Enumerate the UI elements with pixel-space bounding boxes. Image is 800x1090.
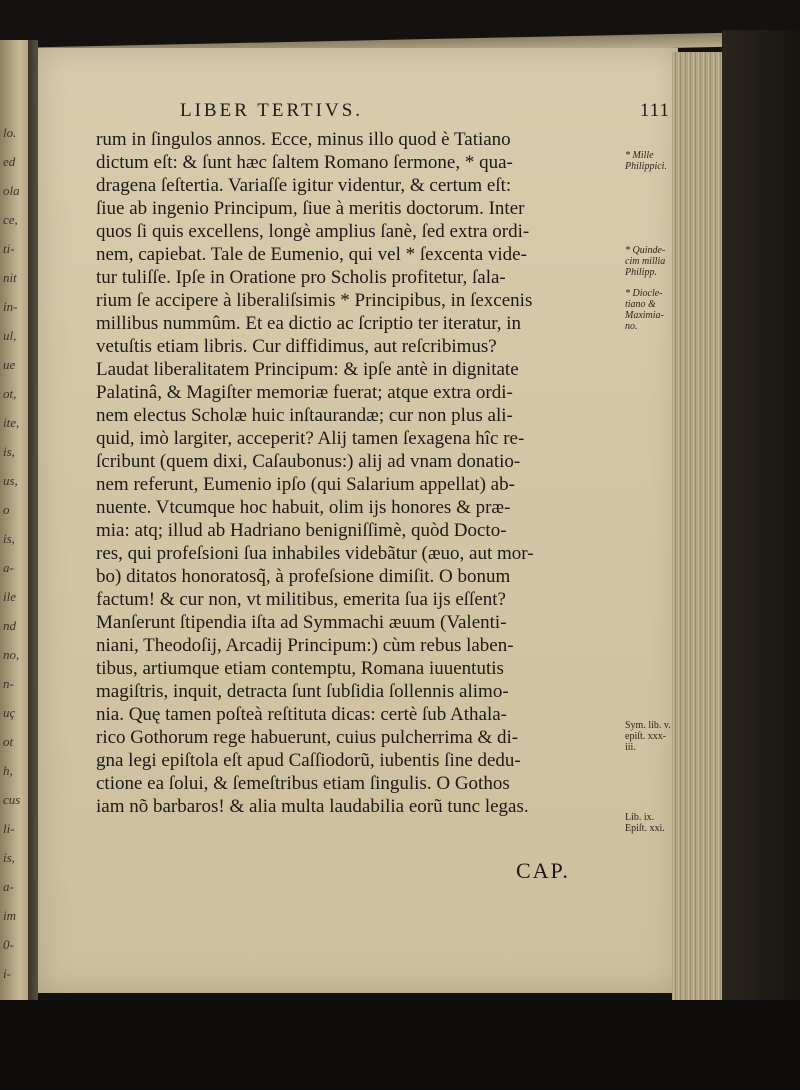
facing-page-fragment: i-	[3, 966, 11, 981]
margin-note-line: Maximia-	[625, 310, 664, 321]
background-bottom	[0, 1000, 800, 1090]
facing-page-fragment: h,	[3, 763, 13, 778]
text-line: millibus nummûm. Et ea dictio ac ſcriptio ter iteratur, in	[96, 313, 522, 334]
margin-note-2	[625, 245, 685, 278]
facing-page-fragment: ce,	[3, 212, 18, 227]
text-line: tibus, artiumque etiam contemptu, Romana iuuentutis	[96, 658, 504, 679]
facing-page-fragment: is,	[3, 850, 15, 865]
margin-note-4	[625, 720, 685, 753]
text-line: Laudat liberalitatem Principum: & ipſe antè in dignitate	[96, 359, 519, 380]
facing-page-fragment: is,	[3, 531, 15, 546]
margin-note-line: * Diocle-	[625, 288, 663, 299]
facing-page-fragment: ite,	[3, 415, 20, 430]
facing-page-fragment: ti-	[3, 241, 15, 256]
text-line: rium ſe accipere à liberaliſsimis * Principibus, in ſexcenis	[96, 290, 533, 311]
margin-note-3	[625, 288, 685, 332]
text-line: quos ſi quis excellens, longè amplius ſanè, ſed extra ordi-	[96, 221, 530, 242]
text-line: factum! & cur non, vt militibus, emerita ſua ijs eſſent?	[96, 589, 506, 610]
text-line: Manſerunt ſtipendia iſta ad Symmachi æuum (Valenti-	[96, 612, 507, 633]
text-line: dictum eſt: & ſunt hæc ſaltem Romano ſermone, * qua-	[96, 152, 513, 173]
text-line: rum in ſingulos annos. Ecce, minus illo quod è Tatiano	[96, 129, 511, 150]
margin-note-line: Lib. ix.	[625, 812, 655, 823]
facing-page-fragment: a-	[3, 560, 14, 575]
page-number: 111	[639, 100, 670, 121]
margin-note-line: Philipp.	[625, 267, 657, 278]
facing-page-fragment: ul,	[3, 328, 17, 343]
margin-note-line: no.	[625, 321, 638, 332]
body-text	[96, 128, 616, 818]
text-line: gna legi epiſtola eſt apud Caſſiodorũ, iubentis ſine dedu-	[96, 750, 521, 771]
text-line: res, qui profeſsioni ſua inhabiles videbãtur (æuo, aut mor-	[96, 543, 534, 564]
text-line: dragena ſeſtertia. Variaſſe igitur videntur, & certum eſt:	[96, 175, 512, 196]
facing-page-fragment: ed	[3, 154, 16, 169]
page-header	[150, 100, 670, 126]
text-line: ctione ea ſolui, & ſemeſtribus etiam ſingulis. O Gothos	[96, 773, 510, 794]
margin-note-line: Sym. lib. v.	[625, 720, 671, 731]
text-line: niani, Theodoſij, Arcadij Principum:) cùm rebus laben-	[96, 635, 514, 656]
text-line: nem electus Scholæ huic inſtaurandæ; cur non plus ali-	[96, 405, 513, 426]
text-line: tur tuliſſe. Ipſe in Oratione pro Scholis profitetur, ſala-	[96, 267, 506, 288]
margin-note-line: cim millia	[625, 256, 666, 267]
book-gutter	[28, 40, 38, 1000]
text-line: ſcribunt (quem dixi, Caſaubonus:) alij ad vnam donatio-	[96, 451, 521, 472]
text-line: quid, imò largiter, acceperit? Alij tamen ſexagena hîc re-	[96, 428, 525, 449]
text-line: nem referunt, Eumenio ipſo (qui Salarium appellat) ab-	[96, 474, 515, 495]
facing-page-fragment: cus	[3, 792, 21, 807]
margin-note-line: * Quinde-	[625, 245, 666, 256]
margin-note-1	[625, 150, 685, 172]
facing-page-fragment: a-	[3, 879, 14, 894]
margin-note-line: Epiſt. xxi.	[625, 823, 665, 834]
facing-page-fragment: nit	[3, 270, 17, 285]
text-line: rico Gothorum rege habuerunt, cuius pulcherrima & di-	[96, 727, 519, 748]
facing-page-fragment: ola	[3, 183, 20, 198]
text-line: bo) ditatos honoratosq̃, à profeſsione dimiſit. O bonum	[96, 566, 511, 587]
margin-note-line: * Mille	[625, 150, 654, 161]
margin-note-line: tiano &	[625, 299, 656, 310]
facing-page-fragment: ue	[3, 357, 16, 372]
text-line: nuente. Vtcumque hoc habuit, olim ijs honores & præ-	[96, 497, 511, 518]
text-line: vetuſtis etiam libris. Cur diffidimus, aut reſcribimus?	[96, 336, 497, 357]
facing-page-fragment: 0-	[3, 937, 14, 952]
facing-left-page	[0, 40, 30, 1000]
facing-page-fragment: uç	[3, 705, 16, 720]
text-line: Palatinâ, & Magiſter memoriæ fuerat; atque extra ordi-	[96, 382, 513, 403]
text-line: iam nõ barbaros! & alia multa laudabilia eorũ tunc legas.	[96, 796, 529, 817]
facing-page-fragment: li-	[3, 821, 15, 836]
margin-note-line: iii.	[625, 742, 636, 753]
text-line: nia. Quę tamen poſteà reſtituta dicas: certè ſub Athala-	[96, 704, 507, 725]
running-title: LIBER TERTIVS.	[180, 100, 364, 121]
facing-page-fragment: lo.	[3, 125, 17, 140]
text-line: ſiue ab ingenio Principum, ſiue à meritis doctorum. Inter	[96, 198, 525, 219]
catchword: CAP.	[516, 858, 570, 883]
book-fore-edge	[672, 52, 722, 1002]
margin-note-line: epiſt. xxx-	[625, 731, 667, 742]
text-line: magiſtris, inquit, detracta ſunt ſubſidia ſollennis alimo-	[96, 681, 509, 702]
facing-page-fragment: o	[3, 502, 10, 517]
facing-page-fragment: in-	[3, 299, 18, 314]
facing-page-fragment: us,	[3, 473, 18, 488]
facing-page-fragment: ile	[3, 589, 16, 604]
margin-note-5	[625, 812, 685, 834]
facing-page-fragment: ot	[3, 734, 14, 749]
book-cover-edge	[722, 30, 800, 1030]
text-line: nem, capiebat. Tale de Eumenio, qui vel * ſexcenta vide-	[96, 244, 527, 265]
facing-page-fragment: is,	[3, 444, 15, 459]
facing-page-fragment: im	[3, 908, 16, 923]
text-line: mia: atq; illud ab Hadriano benigniſſimè, quòd Docto-	[96, 520, 507, 541]
facing-page-fragment: ot,	[3, 386, 17, 401]
facing-page-fragment: nd	[3, 618, 16, 633]
facing-page-fragment: no,	[3, 647, 20, 662]
margin-note-line: Philippici.	[625, 161, 667, 172]
facing-page-fragment: n-	[3, 676, 14, 691]
